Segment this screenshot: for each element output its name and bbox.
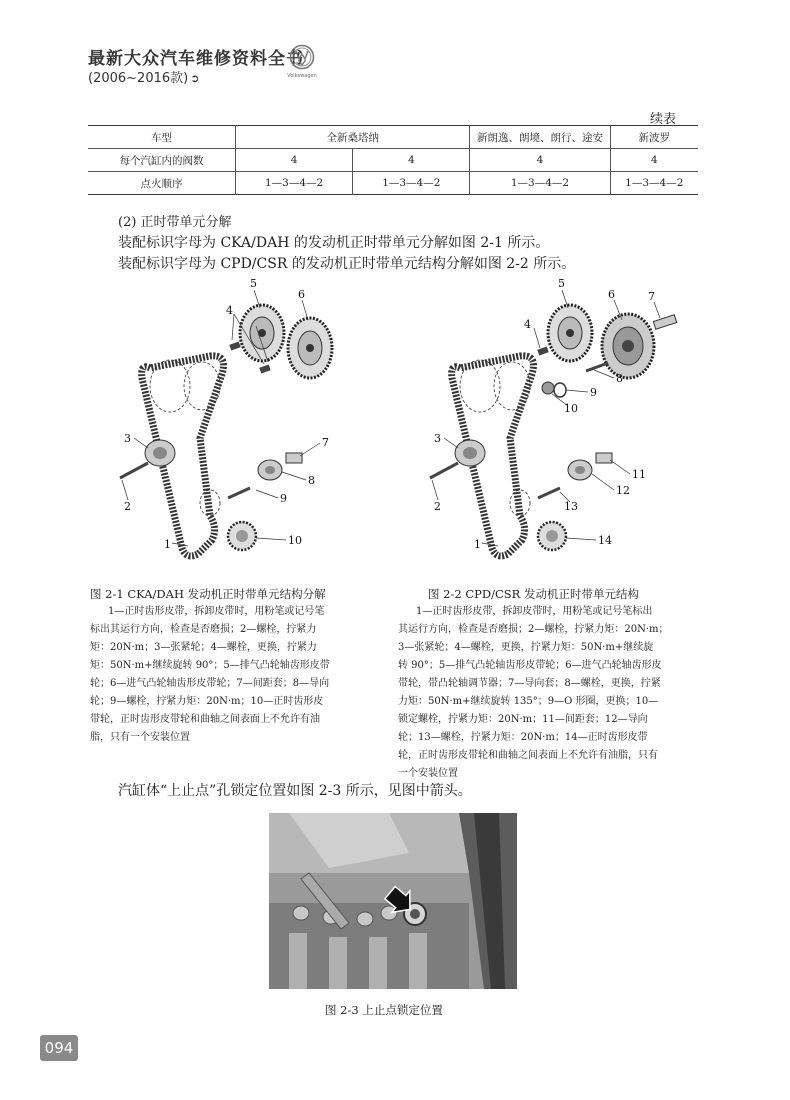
legend-line: 一个安装位置 bbox=[398, 768, 458, 779]
spacer-sleeve bbox=[596, 453, 612, 463]
legend-line: 力矩：50N·m+继续旋转 135°；9—O 形圈，更换；10— bbox=[398, 696, 659, 707]
legend-line: 轮；9—螺栓，拧紧力矩：20N·m；10—正时齿形皮 bbox=[90, 696, 324, 707]
spacer-sleeve bbox=[286, 453, 302, 463]
callout-label: 8 bbox=[308, 474, 315, 487]
figure-2-2-legend bbox=[398, 603, 703, 783]
figure-2-1-diagram bbox=[110, 278, 370, 568]
table-cell: 4 bbox=[353, 149, 470, 172]
table-cell: 1—3—4—2 bbox=[470, 172, 610, 195]
callout-label: 14 bbox=[598, 534, 612, 547]
callout-label: 6 bbox=[298, 288, 305, 301]
table-cell: 4 bbox=[235, 149, 352, 172]
callout-label: 5 bbox=[250, 278, 257, 290]
page-number: 094 bbox=[40, 1035, 78, 1061]
book-title: 最新大众汽车维修资料全书 bbox=[88, 49, 304, 69]
spec-table bbox=[88, 125, 698, 195]
callout-label: 13 bbox=[564, 500, 578, 513]
callout-label: 4 bbox=[524, 318, 531, 331]
tensioner bbox=[430, 440, 485, 478]
table-cell: 点火顺序 bbox=[88, 172, 235, 195]
table-row bbox=[88, 172, 698, 195]
table-row bbox=[88, 126, 698, 149]
crank-sprocket bbox=[538, 522, 566, 550]
volkswagen-logo bbox=[282, 44, 322, 78]
figure-2-3-photo bbox=[269, 813, 517, 989]
callout-label: 1 bbox=[474, 538, 481, 551]
book-subtitle bbox=[88, 67, 199, 86]
logo-brand-text: Volkswagen bbox=[287, 73, 317, 79]
callout-label: 10 bbox=[564, 402, 578, 415]
exhaust-sprocket bbox=[548, 305, 592, 361]
callout-label: 5 bbox=[558, 278, 565, 290]
section-heading: (2) 正时带单元分解 bbox=[118, 215, 232, 230]
crank-sprocket bbox=[228, 522, 256, 550]
intake-sprocket bbox=[288, 318, 332, 378]
tensioner bbox=[120, 440, 175, 478]
legend-line: 轮；6—进气凸轮轴齿形皮带轮；7—间距套；8—导向 bbox=[90, 678, 330, 689]
legend-line: 矩：50N·m+继续旋转 90°；5—排气凸轮轴齿形皮带 bbox=[90, 660, 330, 671]
paragraph: 装配标识字母为 CPD/CSR 的发动机正时带单元结构分解如图 2-2 所示。 bbox=[118, 256, 576, 272]
callout-label: 4 bbox=[226, 304, 233, 317]
guide-roller bbox=[568, 460, 592, 480]
paragraph: 汽缸体“上止点”孔锁定位置如图 2-3 所示，见图中箭头。 bbox=[118, 783, 472, 799]
table-cell: 新朗逸、朗境、朗行、途安 bbox=[470, 126, 610, 149]
callout-label: 8 bbox=[616, 372, 623, 385]
legend-line: 脂，只有一个安装位置 bbox=[90, 732, 190, 743]
legend-line: 转 90°；5—排气凸轮轴齿形皮带轮；6—进气凸轮轴齿形皮 bbox=[398, 660, 662, 671]
table-cell: 4 bbox=[610, 149, 698, 172]
legend-line: 锁定螺栓，拧紧力矩：20N·m；11—间距套；12—导向 bbox=[398, 714, 648, 725]
figure-2-3-caption: 图 2-3 上止点锁定位置 bbox=[325, 1003, 443, 1017]
vw-emblem-icon bbox=[289, 44, 315, 70]
arrow-circle-icon: ➲ bbox=[190, 72, 200, 85]
figure-2-1-legend bbox=[90, 603, 380, 747]
legend-line: 1—正时齿形皮带，拆卸皮带时，用粉笔或记号笔 bbox=[108, 606, 325, 617]
exhaust-sprocket bbox=[240, 305, 284, 361]
table-cell: 每个汽缸内的阀数 bbox=[88, 149, 235, 172]
legend-line: 标出其运行方向，检查是否磨损；2—螺栓，拧紧力 bbox=[90, 624, 317, 635]
callout-label: 12 bbox=[616, 484, 630, 497]
figure-2-2-caption: 图 2-2 CPD/CSR 发动机正时带单元结构 bbox=[428, 587, 639, 601]
callout-label: 1 bbox=[164, 538, 171, 551]
table-continued-label: 续表 bbox=[650, 112, 677, 127]
table-cell: 1—3—4—2 bbox=[353, 172, 470, 195]
callout-label: 7 bbox=[322, 436, 329, 449]
legend-line: 轮，正时齿形皮带轮和曲轴之间表面上不允许有油脂，只有 bbox=[398, 750, 658, 761]
table-cell: 1—3—4—2 bbox=[610, 172, 698, 195]
callout-label: 9 bbox=[280, 492, 287, 505]
o-ring-and-locking-bolt bbox=[542, 382, 566, 397]
intake-sprocket-adjuster bbox=[602, 314, 654, 378]
legend-line: 轮；13—螺栓，拧紧力矩：20N·m；14—正时齿形皮带 bbox=[398, 732, 648, 743]
book-years: (2006~2016款) bbox=[88, 71, 189, 86]
callout-label: 9 bbox=[590, 386, 597, 399]
callout-label: 3 bbox=[434, 432, 441, 445]
callout-label: 2 bbox=[434, 500, 441, 513]
callout-label: 11 bbox=[632, 468, 646, 481]
table-row bbox=[88, 149, 698, 172]
figure-2-1-caption: 图 2-1 CKA/DAH 发动机正时带单元结构分解 bbox=[90, 587, 326, 601]
figure-2-2-diagram bbox=[418, 278, 688, 568]
legend-line: 其运行方向，检查是否磨损；2—螺栓，拧紧力矩：20N·m； bbox=[398, 624, 669, 635]
guide-roller bbox=[258, 460, 282, 480]
table-cell: 4 bbox=[470, 149, 610, 172]
paragraph: 装配标识字母为 CKA/DAH 的发动机正时带单元分解如图 2-1 所示。 bbox=[118, 235, 550, 251]
callout-label: 2 bbox=[124, 500, 131, 513]
table-cell: 全新桑塔纳 bbox=[235, 126, 469, 149]
legend-line: 带轮，正时齿形皮带轮和曲轴之间表面上不允许有油 bbox=[90, 714, 320, 725]
callout-label: 3 bbox=[124, 432, 131, 445]
callout-label: 7 bbox=[648, 290, 655, 303]
legend-line: 3—张紧轮；4—螺栓，更换，拧紧力矩：50N·m+继续旋 bbox=[398, 642, 654, 653]
callout-label: 10 bbox=[288, 534, 302, 547]
table-cell: 新波罗 bbox=[610, 126, 698, 149]
table-cell: 车型 bbox=[88, 126, 235, 149]
legend-line: 带轮，带凸轮轴调节器；7—导向套；8—螺栓，更换，拧紧 bbox=[398, 678, 661, 689]
table-cell: 1—3—4—2 bbox=[235, 172, 352, 195]
callout-label: 6 bbox=[608, 288, 615, 301]
legend-line: 1—正时齿形皮带，拆卸皮带时，用粉笔或记号笔标出 bbox=[416, 606, 653, 617]
legend-line: 矩：20N·m；3—张紧轮；4—螺栓，更换，拧紧力 bbox=[90, 642, 317, 653]
guide-sleeve bbox=[653, 315, 676, 329]
